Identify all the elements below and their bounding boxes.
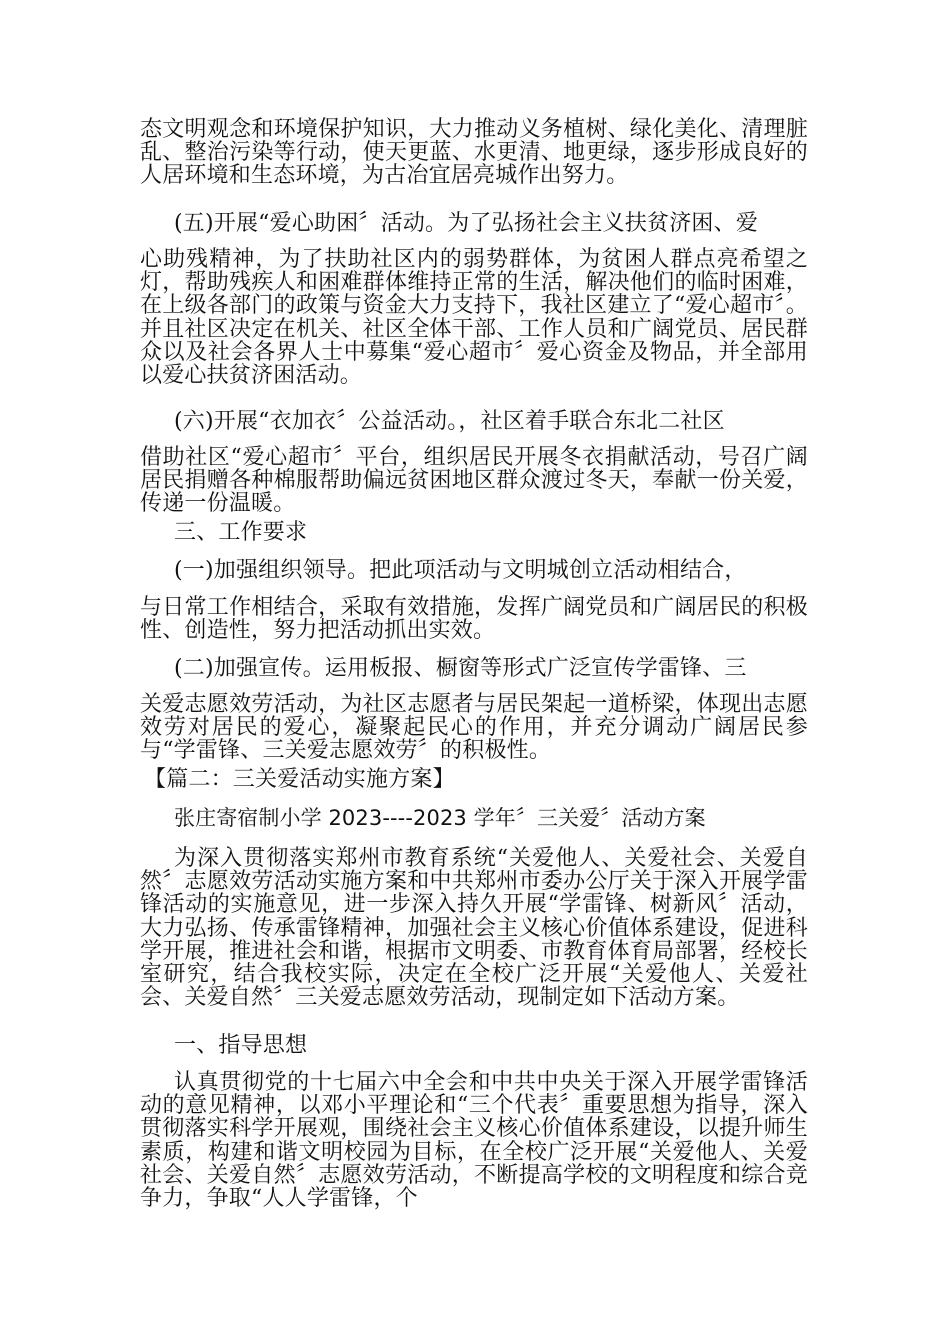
paragraph-6-heading: (六)开展“衣加衣〞公益活动。，社区着手联合东北二社区 — [174, 409, 725, 434]
paragraph-6-body: 借助社区“爱心超市〞平台，组织居民开展冬衣捐献活动，号召广阔居民捐赠各种棉服帮助偏远贫困地区群众渡过冬天，奉献一份关爱，传递一份温暖。 — [140, 445, 808, 517]
section-3-title: 三、工作要求 — [174, 520, 308, 545]
requirement-2-body: 关爱志愿效劳活动，为社区志愿者与居民架起一道桥梁，体现出志愿效劳对居民的爱心，凝聚起民心的作用，并充分调动广阔居民参与“学雷锋、三关爱志愿效劳〞的积极性。 — [140, 692, 808, 764]
section-1-title: 一、指导思想 — [174, 1033, 308, 1058]
paragraph-environment: 态文明观念和环境保护知识，大力推动义务植树、绿化美化、清理脏乱、整治污染等行动，使天更蓝、水更清、地更绿，逐步形成良好的人居环境和生态环境，为古冶宜居亮城作出努力。 — [140, 117, 808, 189]
paragraph-5-body: 心助残精神，为了扶助社区内的弱势群体，为贫困人群点亮希望之灯，帮助残疾人和困难群体维持正常的生活，解决他们的临时困难，在上级各部门的政策与资金大力支持下，我社区建立了“爱心超市〞。并且社区决定在机关、社区全体干部、工作人员和广阔党员、居民群众以及社会各界人士中募集“爱心超市〞爱心资金及物品，并全部用以爱心扶贫济困活动。 — [140, 247, 808, 389]
paragraph-5-heading: (五)开展“爱心助困〞活动。为了弘扬社会主义扶贫济困、爱 — [174, 211, 759, 236]
requirement-2-heading: (二)加强宣传。运用板报、橱窗等形式广泛宣传学雷锋、三 — [174, 656, 747, 681]
part-2-title: 【篇二：三关爱活动实施方案】 — [144, 767, 455, 792]
requirement-1-heading: (一)加强组织领导。把此项活动与文明城创立活动相结合， — [174, 558, 747, 583]
requirement-1-body: 与日常工作相结合，采取有效措施，发挥广阔党员和广阔居民的积极性、创造性，努力把活动抓出实效。 — [140, 595, 808, 644]
guiding-ideology: 认真贯彻党的十七届六中全会和中共中央关于深入开展学雷锋活动的意见精神，以邓小平理论和“三个代表〞重要思想为指导，深入贯彻落实科学开展观，围绕社会主义核心价值体系建设，以提升师生素质，构建和谐文明校园为目标，在全校广泛开展“关爱他人、关爱社会、关爱自然〞志愿效劳活动，不断提高学校的文明程度和综合竞争力，争取“人人学雷锋，个 — [140, 1070, 808, 1212]
plan-intro: 为深入贯彻落实郑州市教育系统“关爱他人、关爱社会、关爱自然〞志愿效劳活动实施方案和中共郑州市委办公厅关于深入开展学雷锋活动的实施意见，进一步深入持久开展“学雷锋、树新风〞活动，大力弘扬、传承雷锋精神，加强社会主义核心价值体系建设，促进科学开展，推进社会和谐，根据市文明委、市教育体育局部署，经校长室研究，结合我校实际，决定在全校广泛开展“关爱他人、关爱社会、关爱自然〞三关爱志愿效劳活动，现制定如下活动方案。 — [140, 846, 808, 1011]
plan-title: 张庄寄宿制小学 2023----2023 学年〞三关爱〞活动方案 — [174, 806, 706, 830]
